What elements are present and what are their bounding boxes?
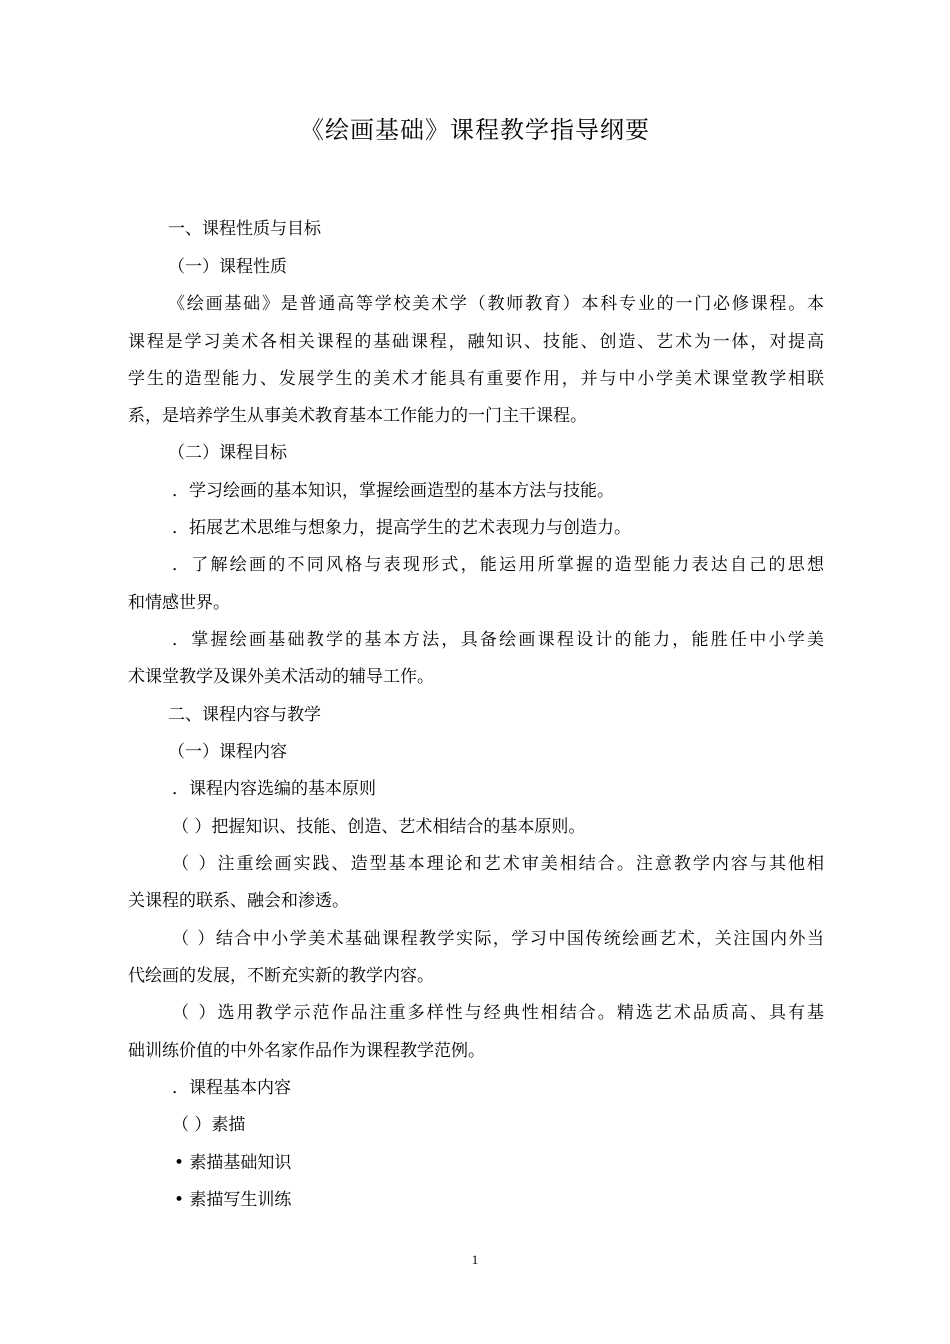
page-number: 1 [471,1252,479,1267]
principle-title: ．课程内容选编的基本原则 [172,779,376,799]
sketch-title: （ ）素描 [172,1115,246,1135]
goal-item: ．了解绘画的不同风格与表现形式，能运用所掌握的造型能力表达自己的思想 [172,555,824,575]
paragraph-line: 系，是培养学生从事美术教育基本工作能力的一门主干课程。 [128,406,587,426]
paragraph-line: 学生的造型能力、发展学生的美术才能具有重要作用，并与中小学美术课堂教学相联 [128,369,824,389]
paragraph-line: 《绘画基础》是普通高等学校美术学（教师教育）本科专业的一门必修课程。本 [168,294,824,314]
principle-item: （ ）注重绘画实践、造型基本理论和艺术审美相结合。注意教学内容与其他相 [172,854,824,874]
document-title: 《绘画基础》课程教学指导纲要 [300,116,650,144]
goal-item-continued: 和情感世界。 [128,593,230,613]
bullet-item: • 素描基础知识 [174,1153,292,1173]
goal-item-continued: 术课堂教学及课外美术活动的辅导工作。 [128,667,434,687]
goal-item: ．拓展艺术思维与想象力，提高学生的艺术表现力与创造力。 [172,518,631,538]
subsection-heading-goals: （二）课程目标 [168,443,287,463]
goal-item: ．掌握绘画基础教学的基本方法，具备绘画课程设计的能力，能胜任中小学美 [172,630,824,650]
subsection-heading-nature: （一）课程性质 [168,257,287,277]
principle-item: （ ）把握知识、技能、创造、艺术相结合的基本原则。 [172,817,586,837]
section-heading-1: 一、课程性质与目标 [168,219,321,239]
subsection-heading-content: （一）课程内容 [168,742,287,762]
principle-item: （ ）选用教学示范作品注重多样性与经典性相结合。精选艺术品质高、具有基 [172,1003,824,1023]
principle-item-continued: 代绘画的发展，不断充实新的教学内容。 [128,966,434,986]
principle-item-continued: 关课程的联系、融会和渗透。 [128,891,349,911]
section-heading-2: 二、课程内容与教学 [168,705,321,725]
bullet-item: • 素描写生训练 [174,1190,292,1210]
goal-item: ．学习绘画的基本知识，掌握绘画造型的基本方法与技能。 [172,481,614,501]
basic-content-title: ．课程基本内容 [172,1078,291,1098]
paragraph-line: 课程是学习美术各相关课程的基础课程，融知识、技能、创造、艺术为一体，对提高 [128,332,824,352]
principle-item: （ ）结合中小学美术基础课程教学实际，学习中国传统绘画艺术，关注国内外当 [172,929,824,949]
principle-item-continued: 础训练价值的中外名家作品作为课程教学范例。 [128,1041,485,1061]
